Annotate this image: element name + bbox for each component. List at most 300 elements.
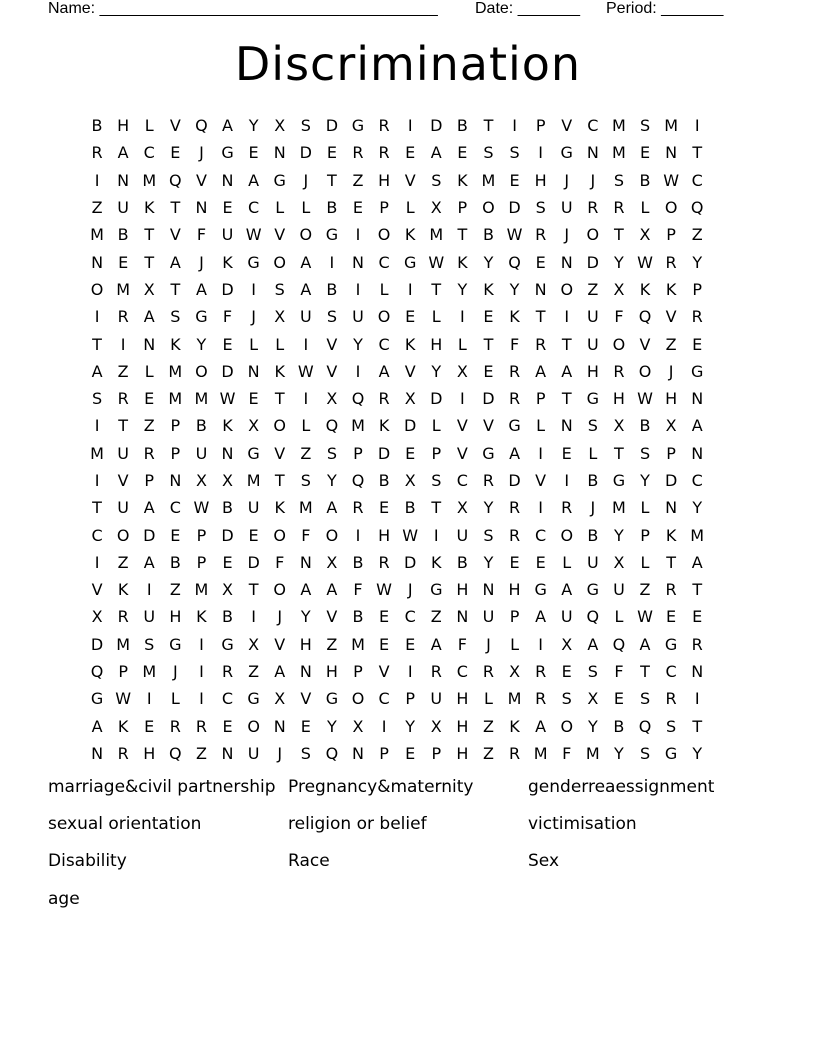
grid-letter[interactable]: M xyxy=(351,634,365,654)
grid-letter[interactable]: K xyxy=(509,307,520,327)
grid-letter[interactable]: K xyxy=(196,607,207,627)
grid-letter[interactable]: O xyxy=(377,225,391,245)
grid-letter[interactable]: M xyxy=(612,116,626,136)
grid-letter[interactable]: I xyxy=(538,443,543,463)
grid-letter[interactable]: X xyxy=(613,279,625,299)
grid-letter[interactable]: W xyxy=(115,689,132,709)
grid-letter[interactable]: I xyxy=(460,307,465,327)
grid-letter[interactable]: L xyxy=(510,634,519,654)
grid-letter[interactable]: R xyxy=(352,143,364,163)
grid-letter[interactable]: F xyxy=(275,552,285,572)
grid-letter[interactable]: O xyxy=(325,525,339,545)
grid-letter[interactable]: Z xyxy=(691,225,703,245)
grid-letter[interactable]: X xyxy=(613,416,625,436)
grid-letter[interactable]: I xyxy=(251,279,256,299)
grid-letter[interactable]: B xyxy=(482,225,494,245)
date-field[interactable]: Date: _______ xyxy=(475,0,580,17)
grid-letter[interactable]: V xyxy=(665,307,677,327)
grid-letter[interactable]: F xyxy=(562,743,572,763)
grid-letter[interactable]: H xyxy=(378,170,391,190)
grid-letter[interactable]: A xyxy=(326,580,338,600)
grid-letter[interactable]: A xyxy=(535,607,547,627)
grid-letter[interactable]: X xyxy=(326,552,338,572)
grid-letter[interactable]: D xyxy=(299,143,312,163)
grid-letter[interactable]: K xyxy=(457,252,468,272)
grid-letter[interactable]: L xyxy=(431,416,441,436)
grid-letter[interactable]: N xyxy=(299,552,312,572)
grid-letter[interactable]: J xyxy=(590,498,596,518)
grid-letter[interactable]: O xyxy=(299,225,313,245)
grid-letter[interactable]: X xyxy=(248,416,260,436)
grid-letter[interactable]: E xyxy=(144,389,155,409)
grid-letter[interactable]: B xyxy=(352,607,364,627)
grid-letter[interactable]: E xyxy=(300,716,311,736)
grid-letter[interactable]: T xyxy=(144,252,155,272)
grid-letter[interactable]: P xyxy=(196,552,207,572)
grid-letter[interactable]: X xyxy=(561,634,573,654)
grid-letter[interactable]: S xyxy=(666,716,677,736)
grid-letter[interactable]: G xyxy=(534,580,547,600)
grid-letter[interactable]: X xyxy=(509,662,521,682)
grid-letter[interactable]: I xyxy=(251,607,256,627)
grid-letter[interactable]: K xyxy=(222,416,233,436)
grid-letter[interactable]: Z xyxy=(117,552,129,572)
grid-letter[interactable]: W xyxy=(245,225,262,245)
grid-letter[interactable]: U xyxy=(117,443,129,463)
grid-letter[interactable]: L xyxy=(562,552,572,572)
grid-letter[interactable]: G xyxy=(169,634,182,654)
grid-letter[interactable]: T xyxy=(692,716,703,736)
grid-letter[interactable]: G xyxy=(247,689,260,709)
grid-letter[interactable]: I xyxy=(303,334,309,354)
grid-letter[interactable]: O xyxy=(560,279,574,299)
grid-letter[interactable]: N xyxy=(665,498,678,518)
grid-letter[interactable]: U xyxy=(117,198,129,218)
grid-letter[interactable]: I xyxy=(355,361,361,381)
grid-letter[interactable]: O xyxy=(377,307,391,327)
grid-letter[interactable]: K xyxy=(143,198,155,218)
grid-letter[interactable]: E xyxy=(118,252,129,272)
grid-letter[interactable]: U xyxy=(560,607,573,627)
grid-letter[interactable]: R xyxy=(665,580,677,600)
grid-letter[interactable]: R xyxy=(117,607,129,627)
grid-letter[interactable]: T xyxy=(561,389,572,409)
grid-letter[interactable]: D xyxy=(377,443,391,463)
grid-letter[interactable]: I xyxy=(460,389,465,409)
grid-letter[interactable]: C xyxy=(665,662,677,682)
grid-letter[interactable]: N xyxy=(691,662,704,682)
grid-letter[interactable]: S xyxy=(326,307,337,327)
grid-letter[interactable]: O xyxy=(560,525,574,545)
grid-letter[interactable]: H xyxy=(508,580,521,600)
grid-letter[interactable]: O xyxy=(612,334,626,354)
grid-letter[interactable]: E xyxy=(509,170,520,190)
grid-letter[interactable]: U xyxy=(352,307,364,327)
grid-letter[interactable]: I xyxy=(94,307,100,327)
grid-letter[interactable]: N xyxy=(247,361,260,381)
grid-letter[interactable]: G xyxy=(691,361,704,381)
grid-letter[interactable]: E xyxy=(509,552,520,572)
grid-letter[interactable]: K xyxy=(404,225,416,245)
grid-letter[interactable]: H xyxy=(117,116,130,136)
grid-letter[interactable]: Y xyxy=(614,743,624,763)
grid-letter[interactable]: X xyxy=(143,279,155,299)
grid-letter[interactable]: R xyxy=(535,689,547,709)
grid-letter[interactable]: X xyxy=(456,498,468,518)
grid-letter[interactable]: P xyxy=(196,525,207,545)
grid-letter[interactable]: K xyxy=(431,552,442,572)
grid-letter[interactable]: N xyxy=(691,443,704,463)
grid-letter[interactable]: B xyxy=(169,552,181,572)
grid-letter[interactable]: N xyxy=(560,252,573,272)
grid-letter[interactable]: D xyxy=(221,525,234,545)
grid-letter[interactable]: M xyxy=(116,279,131,299)
grid-letter[interactable]: Y xyxy=(614,525,624,545)
grid-letter[interactable]: C xyxy=(378,252,390,272)
grid-letter[interactable]: X xyxy=(274,307,286,327)
grid-letter[interactable]: E xyxy=(248,143,259,163)
grid-letter[interactable]: J xyxy=(172,662,178,682)
grid-letter[interactable]: M xyxy=(168,361,183,381)
grid-letter[interactable]: R xyxy=(482,471,495,490)
grid-letter[interactable]: S xyxy=(639,116,651,136)
grid-letter[interactable]: H xyxy=(169,607,182,627)
grid-letter[interactable]: C xyxy=(378,689,390,709)
grid-letter[interactable]: I xyxy=(564,471,570,490)
grid-letter[interactable]: M xyxy=(507,689,522,709)
grid-letter[interactable]: U xyxy=(247,743,260,763)
grid-letter[interactable]: N xyxy=(169,471,182,490)
grid-letter[interactable]: M xyxy=(168,389,183,409)
grid-letter[interactable]: R xyxy=(508,361,521,381)
grid-letter[interactable]: N xyxy=(534,279,547,299)
grid-letter[interactable]: V xyxy=(169,116,181,136)
grid-letter[interactable]: P xyxy=(353,662,363,682)
grid-letter[interactable]: Y xyxy=(353,334,363,354)
grid-letter[interactable]: B xyxy=(639,416,651,436)
grid-letter[interactable]: J xyxy=(564,225,570,245)
grid-letter[interactable]: B xyxy=(613,716,625,736)
grid-letter[interactable]: R xyxy=(587,198,599,218)
grid-letter[interactable]: M xyxy=(194,580,209,600)
grid-letter[interactable]: S xyxy=(170,307,181,327)
grid-letter[interactable]: L xyxy=(144,361,154,381)
grid-letter[interactable]: Y xyxy=(196,334,207,354)
grid-letter[interactable]: F xyxy=(457,634,467,654)
grid-letter[interactable]: A xyxy=(691,416,703,436)
grid-letter[interactable]: I xyxy=(146,689,152,709)
grid-letter[interactable]: N xyxy=(586,143,599,163)
grid-letter[interactable]: V xyxy=(404,361,416,381)
grid-letter[interactable]: T xyxy=(535,307,546,327)
grid-letter[interactable]: J xyxy=(199,143,204,163)
grid-letter[interactable]: R xyxy=(535,662,547,682)
grid-letter[interactable]: B xyxy=(222,498,233,518)
grid-letter[interactable]: Z xyxy=(300,443,312,463)
grid-letter[interactable]: X xyxy=(456,361,468,381)
grid-letter[interactable]: X xyxy=(326,389,338,409)
grid-letter[interactable]: Y xyxy=(405,716,416,736)
grid-letter[interactable]: O xyxy=(90,279,104,299)
grid-letter[interactable]: A xyxy=(326,498,338,518)
grid-letter[interactable]: F xyxy=(509,334,520,354)
grid-letter[interactable]: K xyxy=(170,334,181,354)
grid-letter[interactable]: K xyxy=(509,716,520,736)
grid-letter[interactable]: T xyxy=(170,279,181,299)
grid-letter[interactable]: I xyxy=(694,116,700,136)
grid-letter[interactable]: A xyxy=(587,634,599,654)
grid-letter[interactable]: U xyxy=(221,225,234,245)
grid-letter[interactable]: W xyxy=(428,252,445,272)
grid-letter[interactable]: Y xyxy=(327,471,337,490)
grid-letter[interactable]: D xyxy=(508,471,521,490)
grid-letter[interactable]: S xyxy=(535,198,546,218)
grid-letter[interactable]: U xyxy=(299,307,312,327)
grid-letter[interactable]: A xyxy=(195,279,207,299)
grid-letter[interactable]: T xyxy=(640,662,650,682)
grid-letter[interactable]: M xyxy=(90,225,104,245)
grid-letter[interactable]: P xyxy=(170,416,181,436)
grid-letter[interactable]: D xyxy=(430,116,443,136)
grid-letter[interactable]: B xyxy=(639,170,651,190)
grid-letter[interactable]: B xyxy=(91,116,103,136)
grid-letter[interactable]: C xyxy=(248,198,260,218)
grid-letter[interactable]: G xyxy=(247,443,260,463)
grid-letter[interactable]: L xyxy=(457,334,467,354)
grid-letter[interactable]: S xyxy=(91,389,103,409)
grid-letter[interactable]: T xyxy=(118,416,129,436)
grid-letter[interactable]: T xyxy=(170,198,181,218)
grid-letter[interactable]: K xyxy=(274,361,285,381)
grid-letter[interactable]: G xyxy=(221,634,234,654)
grid-letter[interactable]: S xyxy=(639,743,651,763)
grid-letter[interactable]: T xyxy=(92,334,102,354)
grid-letter[interactable]: T xyxy=(144,225,155,245)
grid-letter[interactable]: O xyxy=(195,361,208,381)
grid-letter[interactable]: P xyxy=(405,689,415,709)
grid-letter[interactable]: X xyxy=(587,689,599,709)
grid-letter[interactable]: Z xyxy=(352,170,364,190)
grid-letter[interactable]: H xyxy=(612,389,625,409)
grid-letter[interactable]: L xyxy=(483,689,493,709)
grid-letter[interactable]: E xyxy=(144,716,155,736)
grid-letter[interactable]: B xyxy=(117,225,129,245)
grid-letter[interactable]: J xyxy=(668,361,674,381)
grid-letter[interactable]: Z xyxy=(430,607,442,627)
grid-letter[interactable]: H xyxy=(378,525,391,545)
grid-letter[interactable]: W xyxy=(376,580,392,600)
grid-letter[interactable]: Q xyxy=(351,389,365,409)
grid-letter[interactable]: A xyxy=(535,716,547,736)
grid-letter[interactable]: G xyxy=(403,252,417,272)
grid-letter[interactable]: V xyxy=(456,416,468,436)
grid-letter[interactable]: V xyxy=(274,443,286,463)
grid-letter[interactable]: N xyxy=(117,170,130,190)
grid-letter[interactable]: Y xyxy=(692,498,703,518)
grid-letter[interactable]: M xyxy=(142,662,157,682)
grid-letter[interactable]: C xyxy=(91,525,103,545)
grid-letter[interactable]: A xyxy=(300,252,312,272)
grid-letter[interactable]: X xyxy=(665,416,677,436)
grid-letter[interactable]: V xyxy=(326,361,338,381)
grid-letter[interactable]: B xyxy=(587,525,599,545)
grid-letter[interactable]: O xyxy=(273,525,286,545)
grid-letter[interactable]: G xyxy=(90,689,104,709)
grid-letter[interactable]: K xyxy=(404,334,416,354)
period-field[interactable]: Period: _______ xyxy=(606,0,724,17)
grid-letter[interactable]: X xyxy=(274,116,286,136)
grid-letter[interactable]: J xyxy=(277,743,283,763)
grid-letter[interactable]: E xyxy=(379,607,390,627)
grid-letter[interactable]: A xyxy=(509,443,521,463)
grid-letter[interactable]: D xyxy=(90,634,104,654)
grid-letter[interactable]: T xyxy=(483,116,494,136)
grid-letter[interactable]: I xyxy=(381,716,387,736)
grid-letter[interactable]: T xyxy=(692,143,703,163)
grid-letter[interactable]: Y xyxy=(483,552,494,572)
grid-letter[interactable]: A xyxy=(143,498,155,518)
grid-letter[interactable]: V xyxy=(274,634,286,654)
grid-letter[interactable]: R xyxy=(430,662,442,682)
grid-letter[interactable]: E xyxy=(379,498,390,518)
grid-letter[interactable]: T xyxy=(561,334,572,354)
grid-letter[interactable]: U xyxy=(247,498,260,518)
grid-letter[interactable]: W xyxy=(506,225,523,245)
grid-letter[interactable]: E xyxy=(613,689,624,709)
grid-letter[interactable]: Q xyxy=(586,607,600,627)
grid-letter[interactable]: T xyxy=(92,498,102,518)
grid-letter[interactable]: M xyxy=(481,170,496,190)
grid-letter[interactable]: I xyxy=(355,525,361,545)
grid-letter[interactable]: G xyxy=(325,689,339,709)
grid-letter[interactable]: U xyxy=(613,580,625,600)
grid-letter[interactable]: E xyxy=(692,607,703,627)
grid-letter[interactable]: E xyxy=(483,361,494,381)
grid-letter[interactable]: A xyxy=(300,279,312,299)
grid-letter[interactable]: T xyxy=(327,170,337,190)
grid-letter[interactable]: R xyxy=(665,689,677,709)
grid-letter[interactable]: E xyxy=(248,389,259,409)
grid-letter[interactable]: R xyxy=(508,498,521,518)
grid-letter[interactable]: U xyxy=(117,498,129,518)
grid-letter[interactable]: Y xyxy=(692,743,703,763)
grid-letter[interactable]: X xyxy=(248,634,260,654)
grid-letter[interactable]: Z xyxy=(169,580,181,600)
grid-letter[interactable]: J xyxy=(407,580,413,600)
grid-letter[interactable]: D xyxy=(221,279,234,299)
grid-letter[interactable]: M xyxy=(246,471,261,490)
grid-letter[interactable]: P xyxy=(535,116,546,136)
grid-letter[interactable]: I xyxy=(303,389,309,409)
grid-letter[interactable]: E xyxy=(405,634,416,654)
grid-letter[interactable]: F xyxy=(222,307,233,327)
grid-letter[interactable]: N xyxy=(352,252,364,272)
grid-letter[interactable]: S xyxy=(300,471,311,490)
grid-letter[interactable]: N xyxy=(665,143,678,163)
grid-letter[interactable]: E xyxy=(405,307,416,327)
grid-letter[interactable]: C xyxy=(378,334,390,354)
grid-letter[interactable]: E xyxy=(692,334,703,354)
grid-letter[interactable]: V xyxy=(326,607,338,627)
grid-letter[interactable]: H xyxy=(299,634,312,654)
grid-letter[interactable]: Z xyxy=(91,198,103,218)
grid-letter[interactable]: P xyxy=(431,443,442,463)
grid-letter[interactable]: I xyxy=(94,552,100,572)
grid-letter[interactable]: R xyxy=(195,716,207,736)
grid-letter[interactable]: L xyxy=(275,334,285,354)
grid-letter[interactable]: A xyxy=(274,662,286,682)
grid-letter[interactable]: W xyxy=(637,607,653,627)
grid-letter[interactable]: R xyxy=(117,743,129,763)
grid-letter[interactable]: Q xyxy=(325,416,339,436)
grid-letter[interactable]: A xyxy=(248,170,260,190)
grid-letter[interactable]: E xyxy=(170,525,181,545)
grid-letter[interactable]: P xyxy=(509,607,520,627)
grid-letter[interactable]: H xyxy=(586,361,599,381)
grid-letter[interactable]: V xyxy=(378,662,390,682)
grid-letter[interactable]: I xyxy=(538,498,543,518)
grid-letter[interactable]: R xyxy=(378,143,390,163)
grid-letter[interactable]: E xyxy=(666,607,677,627)
grid-letter[interactable]: V xyxy=(561,116,573,136)
grid-letter[interactable]: E xyxy=(222,552,233,572)
grid-letter[interactable]: A xyxy=(143,307,155,327)
grid-letter[interactable]: O xyxy=(273,416,286,436)
grid-letter[interactable]: J xyxy=(277,607,283,627)
grid-letter[interactable]: S xyxy=(300,743,311,763)
grid-letter[interactable]: O xyxy=(638,361,652,381)
grid-letter[interactable]: E xyxy=(222,198,233,218)
grid-letter[interactable]: V xyxy=(404,170,416,190)
grid-letter[interactable]: I xyxy=(564,307,570,327)
grid-letter[interactable]: A xyxy=(639,634,651,654)
grid-letter[interactable]: B xyxy=(404,498,416,518)
grid-letter[interactable]: F xyxy=(614,307,624,327)
grid-letter[interactable]: T xyxy=(431,498,442,518)
grid-letter[interactable]: T xyxy=(692,580,703,600)
grid-letter[interactable]: X xyxy=(430,198,442,218)
grid-letter[interactable]: V xyxy=(482,416,494,436)
grid-letter[interactable]: L xyxy=(536,416,546,436)
grid-letter[interactable]: J xyxy=(590,170,596,190)
grid-letter[interactable]: N xyxy=(221,443,234,463)
grid-letter[interactable]: U xyxy=(195,443,208,463)
grid-letter[interactable]: Y xyxy=(327,716,337,736)
grid-letter[interactable]: L xyxy=(431,307,441,327)
grid-letter[interactable]: Q xyxy=(325,743,339,763)
grid-letter[interactable]: H xyxy=(456,689,469,709)
grid-letter[interactable]: O xyxy=(560,716,574,736)
grid-letter[interactable]: R xyxy=(221,662,234,682)
grid-letter[interactable]: B xyxy=(326,198,338,218)
grid-letter[interactable]: W xyxy=(663,170,680,190)
grid-letter[interactable]: K xyxy=(483,279,494,299)
grid-letter[interactable]: W xyxy=(637,252,653,272)
grid-letter[interactable]: R xyxy=(352,498,364,518)
grid-letter[interactable]: E xyxy=(535,552,546,572)
grid-letter[interactable]: M xyxy=(142,170,157,190)
grid-letter[interactable]: I xyxy=(355,279,361,299)
grid-letter[interactable]: P xyxy=(170,443,181,463)
grid-letter[interactable]: P xyxy=(640,525,650,545)
grid-letter[interactable]: L xyxy=(640,198,650,218)
grid-letter[interactable]: C xyxy=(456,662,468,682)
grid-letter[interactable]: R xyxy=(665,252,677,272)
grid-letter[interactable]: A xyxy=(222,116,233,136)
grid-letter[interactable]: J xyxy=(486,634,491,654)
grid-letter[interactable]: I xyxy=(199,662,204,682)
grid-letter[interactable]: F xyxy=(301,525,311,545)
